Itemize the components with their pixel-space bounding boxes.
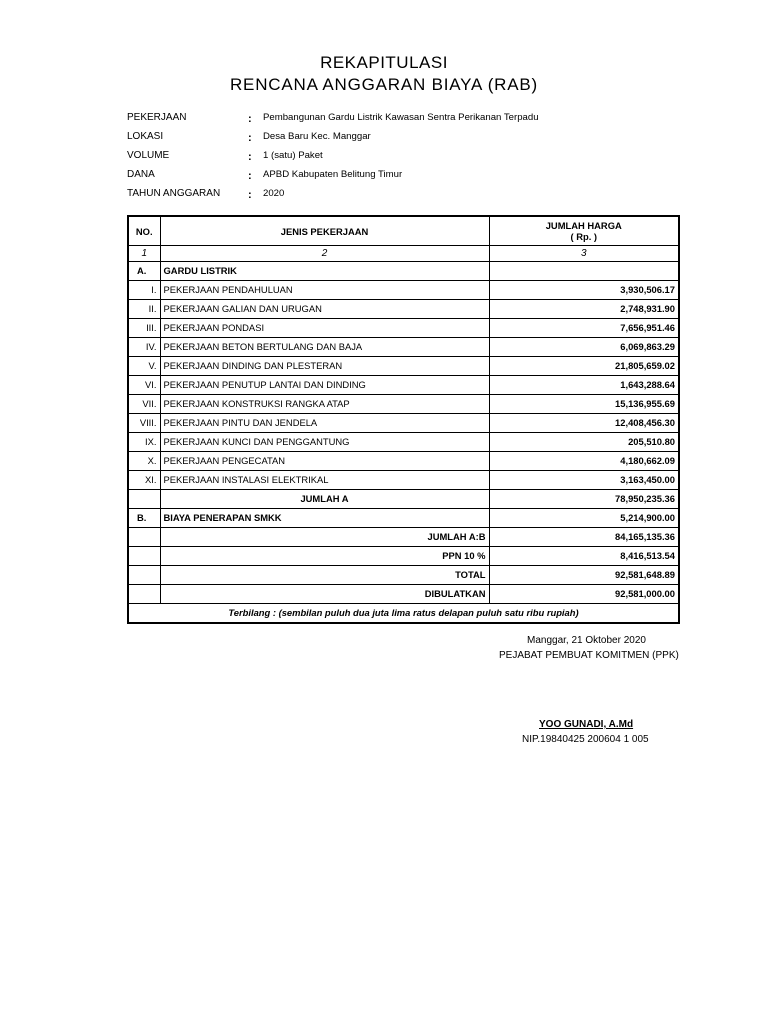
table-row (128, 338, 679, 357)
info-value: 2020 (263, 188, 285, 199)
item-amount: 3,930,506.17 (489, 281, 679, 300)
terbilang-row (128, 604, 679, 624)
totals-label: PPN 10 % (160, 547, 489, 566)
info-value: 1 (satu) Paket (263, 150, 323, 161)
column-number-row (128, 246, 679, 262)
totals-amount: 92,581,000.00 (489, 585, 679, 604)
info-colon: : (248, 151, 252, 163)
table-row (128, 300, 679, 319)
info-colon: : (248, 113, 252, 125)
item-label: PEKERJAAN KONSTRUKSI RANGKA ATAP (160, 395, 489, 414)
section-label: BIAYA PENERAPAN SMKK (160, 509, 489, 528)
section-row-b (128, 509, 679, 528)
section-amount: 5,214,900.00 (489, 509, 679, 528)
items-body (128, 281, 679, 490)
jumlah-a-amount: 78,950,235.36 (489, 490, 679, 509)
signature-place-date: Manggar, 21 Oktober 2020 (527, 635, 646, 646)
totals-row (128, 566, 679, 585)
info-label: VOLUME (127, 150, 170, 161)
item-amount: 12,408,456.30 (489, 414, 679, 433)
table-row (128, 452, 679, 471)
item-no: VIII. (128, 414, 160, 433)
item-no: XI. (128, 471, 160, 490)
section-amount-empty (489, 262, 679, 281)
totals-row (128, 585, 679, 604)
item-no: VII. (128, 395, 160, 414)
rab-table (127, 215, 680, 624)
item-no: V. (128, 357, 160, 376)
section-no: A. (128, 262, 160, 281)
header-no: NO. (128, 216, 160, 246)
item-no: IX. (128, 433, 160, 452)
header-amount-line2: ( Rp. ) (570, 231, 598, 242)
item-no: X. (128, 452, 160, 471)
table-header-row (128, 216, 679, 246)
info-label: TAHUN ANGGARAN (127, 188, 221, 199)
section-label: GARDU LISTRIK (160, 262, 489, 281)
item-amount: 1,643,288.64 (489, 376, 679, 395)
item-amount: 15,136,955.69 (489, 395, 679, 414)
item-label: PEKERJAAN DINDING DAN PLESTERAN (160, 357, 489, 376)
jumlah-a-no-empty (128, 490, 160, 509)
totals-body (128, 528, 679, 604)
item-amount: 3,163,450.00 (489, 471, 679, 490)
item-label: PEKERJAAN INSTALASI ELEKTRIKAL (160, 471, 489, 490)
totals-amount: 92,581,648.89 (489, 566, 679, 585)
header-amount (489, 216, 679, 246)
totals-no-empty (128, 566, 160, 585)
item-amount: 21,805,659.02 (489, 357, 679, 376)
info-label: PEKERJAAN (127, 112, 187, 123)
totals-row (128, 528, 679, 547)
info-label: DANA (127, 169, 155, 180)
item-label: PEKERJAAN GALIAN DAN URUGAN (160, 300, 489, 319)
totals-amount: 84,165,135.36 (489, 528, 679, 547)
totals-label: TOTAL (160, 566, 489, 585)
jumlah-a-label: JUMLAH A (160, 490, 489, 509)
item-label: PEKERJAAN BETON BERTULANG DAN BAJA (160, 338, 489, 357)
info-colon: : (248, 170, 252, 182)
item-label: PEKERJAAN PINTU DAN JENDELA (160, 414, 489, 433)
header-amount-line1: JUMLAH HARGA (545, 220, 622, 231)
column-number-job: 2 (160, 246, 489, 262)
table-row (128, 433, 679, 452)
totals-no-empty (128, 547, 160, 566)
document-title: REKAPITULASI (320, 53, 448, 72)
table-row (128, 471, 679, 490)
totals-no-empty (128, 585, 160, 604)
signature-position: PEJABAT PEMBUAT KOMITMEN (PPK) (499, 650, 679, 661)
item-label: PEKERJAAN PONDASI (160, 319, 489, 338)
item-amount: 205,510.80 (489, 433, 679, 452)
section-no: B. (128, 509, 160, 528)
signature-name: YOO GUNADI, A.Md (539, 719, 634, 730)
signature-nip: NIP.19840425 200604 1 005 (522, 734, 649, 745)
item-amount: 6,069,863.29 (489, 338, 679, 357)
terbilang-text: Terbilang : (sembilan puluh dua juta lima ratus delapan puluh satu ribu rupiah) (128, 604, 679, 624)
info-label: LOKASI (127, 131, 164, 142)
item-amount: 4,180,662.09 (489, 452, 679, 471)
table-row (128, 319, 679, 338)
item-amount: 2,748,931.90 (489, 300, 679, 319)
item-no: IV. (128, 338, 160, 357)
info-colon: : (248, 189, 252, 201)
totals-amount: 8,416,513.54 (489, 547, 679, 566)
item-label: PEKERJAAN PENUTUP LANTAI DAN DINDING (160, 376, 489, 395)
item-no: II. (128, 300, 160, 319)
item-no: I. (128, 281, 160, 300)
column-number-amount: 3 (489, 246, 679, 262)
table-row (128, 281, 679, 300)
column-number-no: 1 (128, 246, 160, 262)
table-row (128, 376, 679, 395)
item-label: PEKERJAAN PENGECATAN (160, 452, 489, 471)
table-row (128, 357, 679, 376)
totals-row (128, 547, 679, 566)
item-amount: 7,656,951.46 (489, 319, 679, 338)
jumlah-a-row (128, 490, 679, 509)
totals-no-empty (128, 528, 160, 547)
item-no: III. (128, 319, 160, 338)
section-row-a (128, 262, 679, 281)
header-job: JENIS PEKERJAAN (160, 216, 489, 246)
document-subtitle: RENCANA ANGGARAN BIAYA (RAB) (229, 75, 538, 94)
info-value: Desa Baru Kec. Manggar (263, 131, 371, 142)
totals-label: JUMLAH A:B (160, 528, 489, 547)
item-label: PEKERJAAN PENDAHULUAN (160, 281, 489, 300)
table-row (128, 414, 679, 433)
item-no: VI. (128, 376, 160, 395)
info-value: APBD Kabupaten Belitung Timur (263, 169, 403, 180)
item-label: PEKERJAAN KUNCI DAN PENGGANTUNG (160, 433, 489, 452)
info-colon: : (248, 132, 252, 144)
table-row (128, 395, 679, 414)
totals-label: DIBULATKAN (160, 585, 489, 604)
info-value: Pembangunan Gardu Listrik Kawasan Sentra Perikanan Terpadu (263, 112, 539, 123)
